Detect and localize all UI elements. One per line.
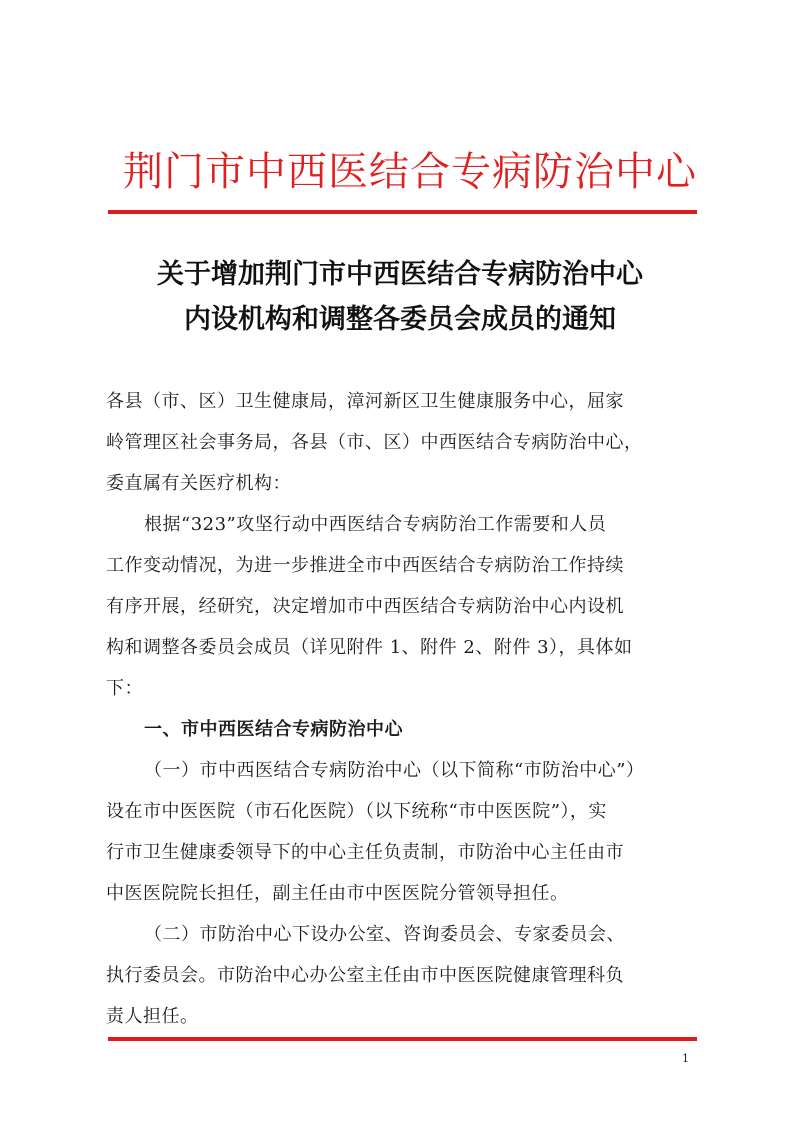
item-2-line: 执行委员会。市防治中心办公室主任由市中医医院健康管理科负	[106, 965, 624, 986]
masthead-red-rule	[108, 210, 697, 214]
intro-line: 工作变动情况，为进一步推进全市中西医结合专病防治工作持续	[106, 555, 624, 576]
item-1-paragraph	[106, 750, 706, 914]
recipients-paragraph	[106, 381, 706, 504]
item-2-line: （二）市防治中心下设办公室、咨询委员会、专家委员会、	[144, 924, 625, 945]
intro-line: 构和调整各委员会成员（详见附件 1、附件 2、附件 3），具体如	[106, 637, 633, 658]
item-2-paragraph	[106, 914, 706, 1037]
recipients-line: 岭管理区社会事务局，各县（市、区）中西医结合专病防治中心，	[106, 432, 643, 453]
section-1	[106, 709, 706, 750]
item-2-line: 责人担任。	[106, 1006, 199, 1027]
footer-red-rule	[108, 1037, 697, 1041]
page-number: 1	[682, 1052, 689, 1065]
notice-title-line-2: 内设机构和调整各委员会成员的通知	[184, 304, 616, 335]
notice-title-line-1: 关于增加荆门市中西医结合专病防治中心	[157, 259, 643, 290]
recipients-line: 委直属有关医疗机构：	[106, 473, 291, 494]
intro-line: 根据“323”攻坚行动中西医结合专病防治工作需要和人员	[144, 514, 607, 535]
item-1-line: （一）市中西医结合专病防治中心（以下简称“市防治中心”）	[144, 760, 645, 781]
intro-line: 有序开展，经研究，决定增加市中西医结合专病防治中心内设机	[106, 596, 624, 617]
item-1-line: 设在市中医医院（市石化医院）（以下统称“市中医医院”），实	[106, 801, 607, 822]
recipients-line: 各县（市、区）卫生健康局，漳河新区卫生健康服务中心，屈家	[106, 391, 624, 412]
item-1-line: 中医医院院长担任，副主任由市中医医院分管领导担任。	[106, 883, 569, 904]
section-1-heading: 一、市中西医结合专病防治中心	[144, 719, 403, 740]
masthead-title: 荆门市中西医结合专病防治中心	[123, 149, 697, 195]
intro-line: 下：	[106, 678, 143, 699]
item-1-line: 行市卫生健康委领导下的中心主任负责制，市防治中心主任由市	[106, 842, 624, 863]
intro-paragraph	[106, 504, 706, 709]
